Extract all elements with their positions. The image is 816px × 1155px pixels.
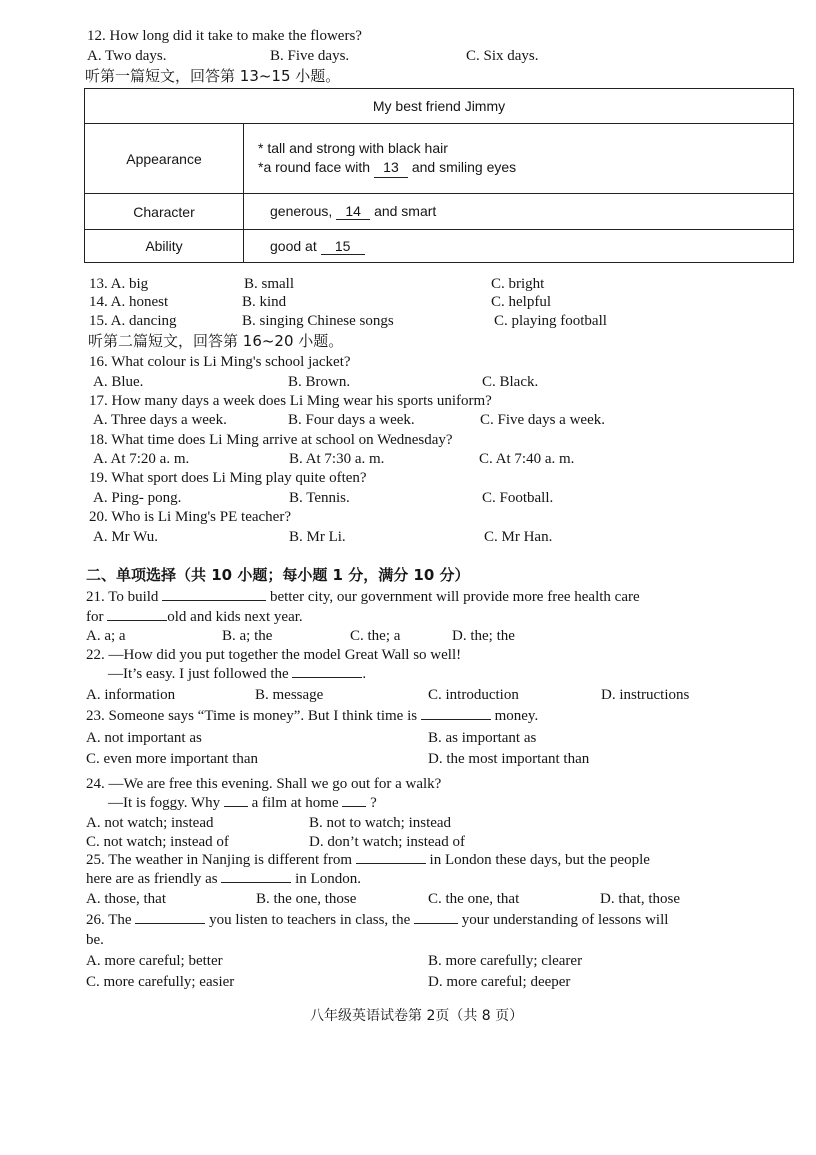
- q19-option-b: B. Tennis.: [289, 490, 350, 506]
- q13-option-b: B. small: [244, 276, 295, 292]
- q25-post: in London these days, but the people: [429, 852, 650, 868]
- q22-line2: [108, 665, 366, 684]
- character-pre: generous,: [270, 203, 333, 219]
- q19-stem: 19. What sport does Li Ming play quite often?: [89, 470, 367, 486]
- q12-option-a: A. Two days.: [87, 48, 167, 64]
- q24-line2-post: ?: [370, 795, 377, 811]
- q23-option-c: C. even more important than: [86, 751, 259, 767]
- q20-option-a: A. Mr Wu.: [93, 529, 158, 545]
- q25-blank1: [356, 863, 426, 864]
- appearance-line2-post: and smiling eyes: [411, 159, 517, 175]
- q12-option-c: C. Six days.: [466, 48, 539, 64]
- table-caption: My best friend Jimmy: [85, 89, 794, 124]
- q21-option-b: B. a; the: [222, 628, 273, 644]
- q21-line1: [86, 588, 640, 607]
- q22-line2-pre: —It’s easy. I just followed the: [108, 666, 289, 682]
- q22-line1: 22. —How did you put together the model Great Wall so well!: [86, 647, 462, 663]
- q24-option-a: A. not watch; instead: [86, 815, 214, 831]
- q24-line2-mid: a film at home: [251, 795, 339, 811]
- q21-line2: [86, 608, 303, 627]
- q26-post: your understanding of lessons will: [461, 912, 669, 928]
- q23-pre: 23. Someone says “Time is money”. But I think time is: [86, 708, 418, 724]
- q24-option-b: B. not to watch; instead: [309, 815, 452, 831]
- q26-blank1: [135, 923, 205, 924]
- q20-option-b: B. Mr Li.: [289, 529, 346, 545]
- q26-line1: [86, 911, 668, 930]
- q23-option-b: B. as important as: [428, 730, 537, 746]
- q24-line2: [108, 794, 377, 813]
- q26-option-d: D. more careful; deeper: [428, 974, 571, 990]
- q16-option-a: A. Blue.: [93, 374, 144, 390]
- appearance-value: [244, 124, 794, 194]
- character-value: [244, 194, 794, 230]
- q21-pre: 21. To build: [86, 589, 159, 605]
- page-footer: 八年级英语试卷第 2页（共 8 页）: [310, 1008, 524, 1024]
- q16-option-b: B. Brown.: [288, 374, 351, 390]
- q22-option-a: A. information: [86, 687, 176, 703]
- q20-option-c: C. Mr Han.: [484, 529, 553, 545]
- q21-post: better city, our government will provide more free health care: [269, 589, 640, 605]
- appearance-line2: [258, 158, 793, 178]
- q19-option-c: C. Football.: [482, 490, 554, 506]
- q22-option-b: B. message: [255, 687, 324, 703]
- q25-blank2: [221, 882, 291, 883]
- appearance-line1: * tall and strong with black hair: [258, 140, 448, 156]
- q17-option-b: B. Four days a week.: [288, 412, 415, 428]
- q21-option-d: D. the; the: [452, 628, 515, 644]
- q22-line2-post: .: [362, 666, 367, 682]
- q25-line1: [86, 851, 650, 870]
- q26-blank2: [414, 923, 458, 924]
- q17-option-a: A. Three days a week.: [93, 412, 227, 428]
- q22-option-d: D. instructions: [601, 687, 690, 703]
- q21-line2-post: old and kids next year.: [167, 609, 303, 625]
- q24-option-c: C. not watch; instead of: [86, 834, 229, 850]
- q15-option-b: B. singing Chinese songs: [242, 313, 394, 329]
- q23-blank: [421, 719, 491, 720]
- q12-option-b: B. Five days.: [270, 48, 350, 64]
- ability-pre: good at: [270, 237, 317, 254]
- q26-option-b: B. more carefully; clearer: [428, 953, 583, 969]
- q13-option-a: 13. A. big: [89, 276, 149, 292]
- q25-option-b: B. the one, those: [256, 891, 357, 907]
- q13-option-c: C. bright: [491, 276, 545, 292]
- q18-option-b: B. At 7:30 a. m.: [289, 451, 385, 467]
- q24-blank1: [224, 806, 248, 807]
- q26-option-a: A. more careful; better: [86, 953, 223, 969]
- q25-option-d: D. that, those: [600, 891, 680, 907]
- q25-line2: [86, 870, 361, 889]
- blank-15: 15: [321, 238, 365, 255]
- q23-post: money.: [494, 708, 539, 724]
- q21-option-a: A. a; a: [86, 628, 126, 644]
- q24-blank2: [342, 806, 366, 807]
- q25-line2-pre: here are as friendly as: [86, 871, 218, 887]
- jimmy-table: [84, 88, 794, 263]
- q25-line2-post: in London.: [295, 871, 361, 887]
- q19-option-a: A. Ping- pong.: [93, 490, 182, 506]
- ability-label: Ability: [85, 230, 244, 263]
- blank-13: 13: [374, 158, 408, 178]
- q26-mid: you listen to teachers in class, the: [209, 912, 411, 928]
- q15-option-c: C. playing football: [494, 313, 607, 329]
- q21-blank2: [107, 620, 167, 621]
- q18-stem: 18. What time does Li Ming arrive at school on Wednesday?: [89, 432, 453, 448]
- q24-option-d: D. don’t watch; instead of: [309, 834, 465, 850]
- q16-stem: 16. What colour is Li Ming's school jacket?: [89, 354, 351, 370]
- q25-option-c: C. the one, that: [428, 891, 520, 907]
- q18-option-a: A. At 7:20 a. m.: [93, 451, 190, 467]
- appearance-label: Appearance: [85, 124, 244, 194]
- character-label: Character: [85, 194, 244, 230]
- q14-option-b: B. kind: [242, 294, 287, 310]
- blank-14: 14: [336, 203, 370, 220]
- q23-line1: [86, 707, 538, 726]
- q23-option-a: A. not important as: [86, 730, 202, 746]
- passage2-instruction: 听第二篇短文，回答第 16~20 小题。: [88, 332, 344, 350]
- q17-stem: 17. How many days a week does Li Ming wear his sports uniform?: [89, 393, 492, 409]
- q14-option-c: C. helpful: [491, 294, 551, 310]
- q22-blank: [292, 677, 362, 678]
- q23-option-d: D. the most important than: [428, 751, 590, 767]
- q24-line1: 24. —We are free this evening. Shall we go out for a walk?: [86, 776, 442, 792]
- section2-title: 二、单项选择（共 10 小题；每小题 1 分，满分 10 分）: [86, 566, 470, 584]
- passage1-instruction: 听第一篇短文，回答第 13~15 小题。: [85, 67, 341, 85]
- q21-option-c: C. the; a: [350, 628, 401, 644]
- q18-option-c: C. At 7:40 a. m.: [479, 451, 575, 467]
- q20-stem: 20. Who is Li Ming's PE teacher?: [89, 509, 291, 525]
- q24-line2-pre: —It is foggy. Why: [108, 795, 221, 811]
- q17-option-c: C. Five days a week.: [480, 412, 605, 428]
- appearance-line2-pre: *a round face with: [258, 159, 371, 175]
- q25-pre: 25. The weather in Nanjing is different from: [86, 852, 353, 868]
- q26-pre: 26. The: [86, 912, 132, 928]
- q15-option-a: 15. A. dancing: [89, 313, 177, 329]
- q25-option-a: A. those, that: [86, 891, 166, 907]
- q26-option-c: C. more carefully; easier: [86, 974, 235, 990]
- q22-option-c: C. introduction: [428, 687, 519, 703]
- q21-line2-pre: for: [86, 609, 104, 625]
- character-post: and smart: [374, 203, 437, 219]
- q26-line2: be.: [86, 932, 104, 948]
- q12-stem: 12. How long did it take to make the flowers?: [87, 28, 362, 44]
- q14-option-a: 14. A. honest: [89, 294, 169, 310]
- ability-value: [244, 230, 794, 263]
- q21-blank1: [162, 600, 266, 601]
- q16-option-c: C. Black.: [482, 374, 539, 390]
